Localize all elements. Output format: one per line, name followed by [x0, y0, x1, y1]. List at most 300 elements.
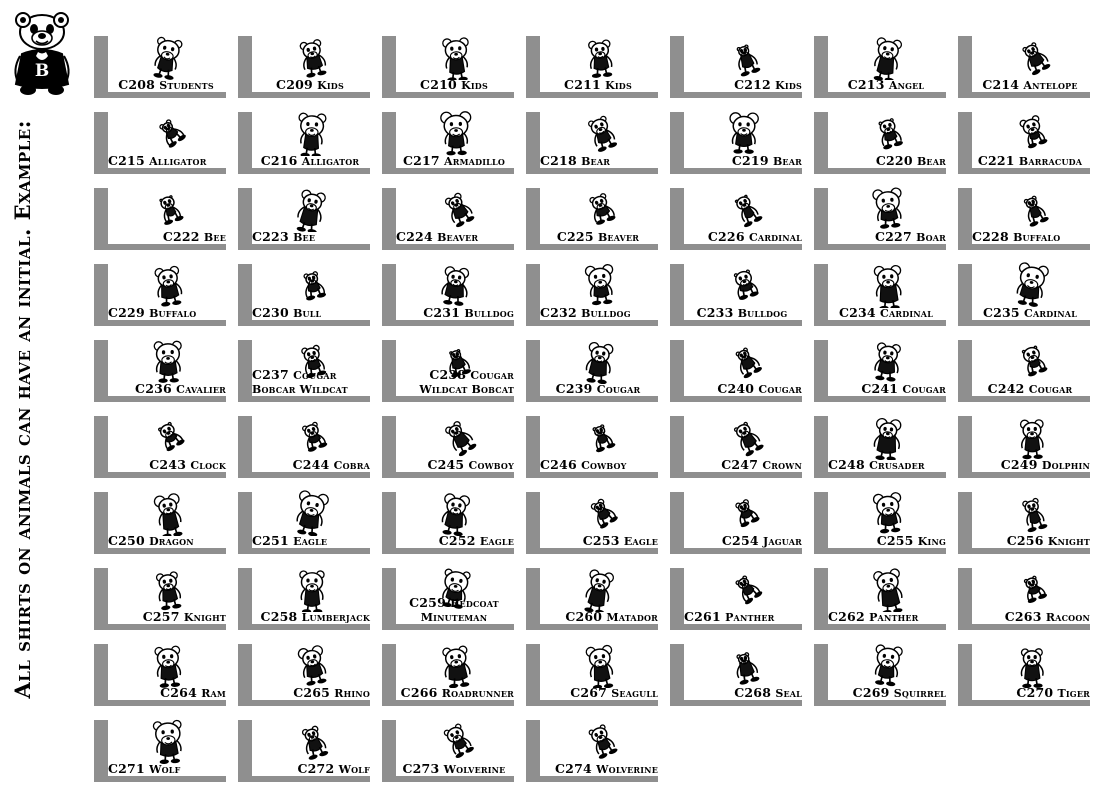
card-shadow-bottom: [814, 244, 946, 250]
catalog-item-caption: [246, 687, 370, 700]
catalog-item-code: C209: [276, 77, 313, 93]
catalog-item-code: C239: [555, 381, 593, 397]
card-shadow-bottom: [382, 92, 514, 98]
catalog-item-code: C250: [108, 533, 145, 549]
bear-standing-icon: [538, 104, 662, 156]
catalog-item[interactable]: [664, 254, 808, 330]
catalog-item-code: C246: [540, 457, 577, 473]
catalog-item-caption: [102, 231, 226, 244]
bulldog-strong-icon: [682, 256, 806, 308]
catalog-item-code: C243: [149, 457, 187, 473]
empty-cell: [664, 710, 808, 786]
catalog-item[interactable]: [88, 558, 232, 634]
catalog-item-code: C223: [252, 229, 289, 245]
catalog-item-caption: [966, 155, 1094, 168]
catalog-item-caption: [678, 307, 806, 320]
card-shadow-bottom: [958, 168, 1090, 174]
catalog-item-caption: [246, 155, 374, 168]
catalog-item-caption: [390, 459, 514, 472]
catalog-item[interactable]: [376, 634, 520, 710]
buffalo-icon: [970, 180, 1094, 232]
cougar-ring-icon: [682, 332, 806, 384]
card-shadow-bottom: [94, 700, 226, 706]
card-shadow-bottom: [382, 168, 514, 174]
catalog-item-caption: [678, 155, 802, 168]
card-shadow-bottom: [238, 548, 370, 554]
card-shadow-bottom: [526, 548, 658, 554]
catalog-item-code: C266: [400, 685, 438, 701]
panther-standing-icon: [826, 560, 950, 612]
catalog-item-code: C220: [875, 153, 913, 169]
catalog-item-code: C253: [582, 533, 620, 549]
cobra-icon: [250, 408, 374, 460]
catalog-item[interactable]: [520, 634, 664, 710]
catalog-item-caption: [684, 611, 806, 624]
card-shadow-bottom: [382, 624, 514, 630]
catalog-item-caption: [396, 231, 518, 244]
catalog-item-caption: [390, 307, 514, 320]
card-shadow-bottom: [382, 396, 514, 402]
catalog-item-caption: [390, 597, 518, 624]
catalog-item-code: C219: [731, 153, 769, 169]
cowboy-rope-icon: [538, 408, 662, 460]
catalog-item[interactable]: [232, 634, 376, 710]
boar-icon: [826, 180, 950, 232]
catalog-item-code: C261: [684, 609, 721, 625]
squirrel-icon: [826, 636, 950, 688]
catalog-item-code: C255: [876, 533, 914, 549]
catalog-item[interactable]: [664, 330, 808, 406]
antelope-icon: [970, 28, 1094, 80]
catalog-item-caption: [246, 763, 370, 776]
catalog-item[interactable]: [232, 406, 376, 482]
catalog-item-caption: [678, 687, 802, 700]
catalog-item-code: C273: [402, 761, 440, 777]
wolf-icon: [106, 712, 230, 764]
catalog-item-caption: [678, 459, 802, 472]
catalog-item[interactable]: [664, 26, 808, 102]
catalog-item[interactable]: [664, 634, 808, 710]
king-icon: [826, 484, 950, 536]
catalog-item-caption: [390, 79, 518, 92]
card-shadow-bottom: [958, 92, 1090, 98]
rhino-icon: [250, 636, 374, 688]
catalog-item-caption: [534, 231, 662, 244]
catalog-item[interactable]: [520, 178, 664, 254]
card-shadow-bottom: [670, 168, 802, 174]
catalog-item[interactable]: [952, 406, 1096, 482]
catalog-item-name: Eagle: [293, 535, 328, 549]
catalog-item-name: Bee: [293, 231, 316, 245]
catalog-item-code: C214: [982, 77, 1020, 93]
jaguar-icon: [682, 484, 806, 536]
cavalier-icon: [106, 332, 230, 384]
catalog-item-caption: [108, 155, 230, 168]
catalog-item[interactable]: [808, 330, 952, 406]
catalog-item[interactable]: [88, 406, 232, 482]
beaver-tail-icon: [538, 180, 662, 232]
catalog-item[interactable]: [520, 710, 664, 786]
catalog-item[interactable]: [88, 634, 232, 710]
catalog-item-code: C213: [847, 77, 885, 93]
card-shadow-bottom: [670, 472, 802, 478]
catalog-item-code: C235: [982, 305, 1020, 321]
clock-icon: [106, 408, 230, 460]
catalog-item-caption: [966, 79, 1094, 92]
card-shadow-bottom: [238, 168, 370, 174]
catalog-item[interactable]: [952, 26, 1096, 102]
catalog-item[interactable]: [88, 254, 232, 330]
card-shadow-bottom: [526, 776, 658, 782]
kids-crowd-icon: [682, 28, 806, 80]
eagle-icon: [250, 484, 374, 536]
card-shadow-bottom: [814, 624, 946, 630]
card-shadow-bottom: [382, 244, 514, 250]
catalog-item-code: C236: [135, 381, 172, 397]
catalog-item-name: Matador: [606, 611, 658, 625]
catalog-item[interactable]: [232, 102, 376, 178]
dolphin-icon: [970, 408, 1094, 460]
card-shadow-bottom: [382, 472, 514, 478]
catalog-item-caption: [678, 231, 802, 244]
catalog-item-code: C258: [260, 609, 298, 625]
panther-icon: [682, 560, 806, 612]
card-shadow-bottom: [238, 396, 370, 402]
catalog-item-name: Seal: [775, 687, 802, 701]
card-shadow-bottom: [238, 624, 370, 630]
catalog-item-name: Cardinal: [880, 307, 934, 321]
catalog-item-code: C222: [162, 229, 200, 245]
bear-face-icon: [826, 104, 950, 156]
catalog-item-caption: [540, 155, 662, 168]
catalog-item[interactable]: [664, 406, 808, 482]
catalog-item[interactable]: [232, 710, 376, 786]
catalog-item[interactable]: [952, 558, 1096, 634]
catalog-item[interactable]: [376, 178, 520, 254]
catalog-item-name: Knight: [183, 611, 226, 625]
catalog-item-caption: [966, 459, 1090, 472]
catalog-item-code: C208: [118, 77, 156, 93]
catalog-item-name: Jaguar: [762, 535, 802, 549]
cougar-face-icon: [970, 332, 1094, 384]
card-shadow-bottom: [94, 624, 226, 630]
catalog-item-code: C267: [570, 685, 608, 701]
catalog-item[interactable]: [232, 26, 376, 102]
catalog-item-name: Eagle: [479, 535, 514, 549]
card-shadow-bottom: [814, 168, 946, 174]
catalog-item[interactable]: [664, 558, 808, 634]
catalog-item[interactable]: [808, 406, 952, 482]
catalog-item[interactable]: [952, 482, 1096, 558]
catalog-item-name: Wolf: [149, 763, 181, 777]
catalog-item[interactable]: [664, 102, 808, 178]
catalog-item[interactable]: [520, 406, 664, 482]
catalog-item-name: Boar: [916, 231, 946, 245]
catalog-item-caption: [822, 231, 946, 244]
catalog-item-caption: [822, 535, 946, 548]
catalog-item-caption: [966, 611, 1090, 624]
card-shadow-bottom: [526, 320, 658, 326]
catalog-item-code: C268: [734, 685, 772, 701]
catalog-item-code: C274: [555, 761, 592, 777]
catalog-item[interactable]: [952, 178, 1096, 254]
cougar-shirt-icon: [826, 332, 950, 384]
catalog-item[interactable]: [376, 254, 520, 330]
wolverine-icon: [394, 712, 518, 764]
catalog-item[interactable]: [376, 558, 520, 634]
catalog-item-caption: [534, 79, 662, 92]
catalog-item-name: Racoon: [1045, 611, 1090, 625]
knight-horse-icon: [106, 560, 230, 612]
catalog-item-caption: [108, 763, 230, 776]
catalog-item-code: C269: [852, 685, 890, 701]
catalog-item-code: C257: [142, 609, 180, 625]
card-shadow-bottom: [94, 320, 226, 326]
card-shadow-bottom: [958, 548, 1090, 554]
catalog-item-code: C241: [861, 381, 899, 397]
catalog-item-caption: [102, 79, 230, 92]
catalog-item-name: Cardinal: [1024, 307, 1078, 321]
catalog-item[interactable]: [376, 406, 520, 482]
catalog-item-code: C252: [438, 533, 476, 549]
card-shadow-bottom: [94, 168, 226, 174]
catalog-item-caption: [102, 611, 226, 624]
catalog-item-code: C260: [565, 609, 603, 625]
card-shadow-bottom: [526, 396, 658, 402]
catalog-item[interactable]: [520, 254, 664, 330]
catalog-item[interactable]: [808, 178, 952, 254]
catalog-item-name: Bear: [581, 155, 611, 169]
armadillo-icon: [394, 104, 518, 156]
catalog-item-name: Buffalo: [1013, 231, 1061, 245]
angel-icon: [826, 28, 950, 80]
catalog-item-name: Ram: [201, 687, 226, 701]
catalog-item-name: Knight: [1047, 535, 1090, 549]
catalog-item-caption: [246, 611, 370, 624]
catalog-item-code: C210: [420, 77, 457, 93]
seagull-icon: [538, 636, 662, 688]
catalog-item-caption: [534, 687, 658, 700]
catalog-item-caption: [678, 79, 802, 92]
catalog-item[interactable]: [232, 330, 376, 406]
catalog-item-code: C262: [828, 609, 865, 625]
catalog-item[interactable]: [664, 178, 808, 254]
card-shadow-bottom: [958, 472, 1090, 478]
catalog-item-caption: [390, 763, 518, 776]
catalog-item-code: C221: [977, 153, 1015, 169]
card-shadow-bottom: [670, 700, 802, 706]
card-shadow-bottom: [238, 776, 370, 782]
catalog-item-code: C245: [427, 457, 465, 473]
catalog-item[interactable]: [952, 102, 1096, 178]
catalog-item-caption: [966, 687, 1090, 700]
catalog-item-name: Beaver: [437, 231, 479, 245]
catalog-item[interactable]: [376, 26, 520, 102]
catalog-item[interactable]: [808, 558, 952, 634]
dragon-icon: [106, 484, 230, 536]
catalog-item[interactable]: [808, 254, 952, 330]
cardinal-icon: [682, 180, 806, 232]
catalog-item[interactable]: [232, 178, 376, 254]
catalog-item[interactable]: [88, 26, 232, 102]
knight-icon: [970, 484, 1094, 536]
racoon-icon: [970, 560, 1094, 612]
bee-icon: [106, 180, 230, 232]
catalog-item-name: Bull: [293, 307, 322, 321]
catalog-item[interactable]: [520, 558, 664, 634]
catalog-item[interactable]: [232, 254, 376, 330]
catalog-item-name: Armadillo: [444, 155, 505, 169]
catalog-item-caption: [252, 535, 374, 548]
catalog-item-name: Dolphin: [1041, 459, 1090, 473]
catalog-item-name: Seagull: [611, 687, 658, 701]
catalog-item-caption: [966, 307, 1094, 320]
catalog-item-code: C272: [297, 761, 335, 777]
catalog-item-caption: [102, 459, 226, 472]
crusader-icon: [826, 408, 950, 460]
catalog-item-code: C237: [252, 367, 289, 382]
catalog-item-name: Beaver: [597, 231, 640, 245]
card-shadow-bottom: [238, 244, 370, 250]
catalog-item-code: C226: [707, 229, 745, 245]
catalog-item[interactable]: [232, 558, 376, 634]
catalog-item-caption: [822, 155, 946, 168]
catalog-item[interactable]: [664, 482, 808, 558]
card-shadow-bottom: [670, 548, 802, 554]
card-shadow-bottom: [958, 244, 1090, 250]
kids-photo-icon: [538, 28, 662, 80]
catalog-item[interactable]: [376, 102, 520, 178]
catalog-item[interactable]: [808, 634, 952, 710]
catalog-item-caption: [252, 231, 374, 244]
catalog-item[interactable]: [520, 330, 664, 406]
catalog-item-name: Bee: [203, 231, 226, 245]
catalog-item-name: Crown: [762, 459, 802, 473]
cougar-icon: [538, 332, 662, 384]
catalog-item-caption: [822, 79, 950, 92]
card-shadow-bottom: [94, 396, 226, 402]
card-shadow-bottom: [670, 396, 802, 402]
catalog-item-code: C217: [402, 153, 440, 169]
catalog-item-name: Cavalier: [176, 383, 226, 397]
card-shadow-bottom: [382, 548, 514, 554]
catalog-item-code: C254: [721, 533, 759, 549]
catalog-item-name: Cougar: [1028, 383, 1073, 397]
card-shadow-bottom: [238, 92, 370, 98]
catalog-item[interactable]: [952, 634, 1096, 710]
catalog-item-name: Dragon: [149, 535, 194, 549]
catalog-item-name: Bear: [772, 155, 802, 169]
cowboy-icon: [394, 408, 518, 460]
card-shadow-bottom: [670, 624, 802, 630]
catalog-item-name: Kids: [317, 79, 344, 93]
card-shadow-bottom: [814, 700, 946, 706]
catalog-item-name: Eagle: [623, 535, 658, 549]
catalog-item-name: Kids: [605, 79, 632, 93]
catalog-item-code: C232: [540, 305, 577, 321]
catalog-item-code: C211: [564, 77, 601, 93]
catalog-item-name: Cougar Wildcat Bobcat: [419, 369, 514, 396]
catalog-item-code: C212: [734, 77, 771, 93]
catalog-item-code: C256: [1006, 533, 1044, 549]
catalog-item-name: Cougar Bobcar Wildcat: [252, 369, 348, 396]
pto-kids-icon: [394, 28, 518, 80]
catalog-item-name: Wolverine: [596, 763, 658, 777]
catalog-item[interactable]: [952, 254, 1096, 330]
catalog-item-caption: [252, 369, 374, 396]
roadrunner-icon: [394, 636, 518, 688]
catalog-item[interactable]: [808, 482, 952, 558]
catalog-item-caption: [246, 459, 370, 472]
seal-icon: [682, 636, 806, 688]
card-shadow-bottom: [526, 92, 658, 98]
catalog-item-name: Barracuda: [1018, 155, 1083, 169]
catalog-item[interactable]: [88, 710, 232, 786]
catalog-item-name: Alligator: [149, 155, 207, 169]
catalog-item-code: C218: [540, 153, 577, 169]
catalog-item-name: Rhino: [334, 687, 370, 701]
catalog-item-caption: [972, 231, 1094, 244]
catalog-item[interactable]: [376, 710, 520, 786]
catalog-item-name: Cobra: [333, 459, 370, 473]
catalog-item[interactable]: [808, 102, 952, 178]
barracuda-icon: [970, 104, 1094, 156]
bulldog-muscle-icon: [538, 256, 662, 308]
bee-flying-icon: [250, 180, 374, 232]
catalog-item-caption: [966, 535, 1090, 548]
catalog-item[interactable]: [952, 330, 1096, 406]
card-shadow-bottom: [382, 700, 514, 706]
catalog-item[interactable]: [88, 178, 232, 254]
catalog-item[interactable]: [88, 482, 232, 558]
catalog-item-caption: [252, 307, 374, 320]
catalog-item[interactable]: [376, 330, 520, 406]
catalog-item[interactable]: [520, 102, 664, 178]
catalog-item-code: C240: [717, 381, 755, 397]
catalog-item-name: Buffalo: [149, 307, 197, 321]
page-caption-text: All shirts on animals can have an initial. Example:: [10, 120, 35, 699]
card-shadow-bottom: [238, 472, 370, 478]
catalog-item-caption: [534, 763, 658, 776]
ram-icon: [106, 636, 230, 688]
catalog-item-caption: [108, 307, 230, 320]
card-shadow-bottom: [670, 320, 802, 326]
catalog-item[interactable]: [232, 482, 376, 558]
card-shadow-bottom: [94, 92, 226, 98]
catalog-item[interactable]: [520, 482, 664, 558]
catalog-item-code: C244: [292, 457, 330, 473]
catalog-item-caption: [390, 687, 514, 700]
catalog-item-name: Squirrel: [893, 687, 946, 701]
catalog-item-name: Panther: [725, 611, 775, 625]
catalog-item[interactable]: [376, 482, 520, 558]
catalog-item[interactable]: [88, 330, 232, 406]
catalog-item-caption: [102, 383, 226, 396]
catalog-item[interactable]: [88, 102, 232, 178]
catalog-item-name: Angel: [888, 79, 925, 93]
catalog-item-caption: [534, 611, 658, 624]
card-shadow-bottom: [814, 472, 946, 478]
catalog-item-code: C230: [252, 305, 289, 321]
catalog-item-code: C225: [556, 229, 594, 245]
catalog-item[interactable]: [808, 26, 952, 102]
catalog-item-caption: [534, 535, 658, 548]
catalog-item[interactable]: [520, 26, 664, 102]
catalog-item-caption: [102, 687, 226, 700]
catalog-item-name: Wolf: [338, 763, 370, 777]
catalog-item-code: C259: [409, 595, 446, 610]
catalog-item-code: C249: [1000, 457, 1038, 473]
